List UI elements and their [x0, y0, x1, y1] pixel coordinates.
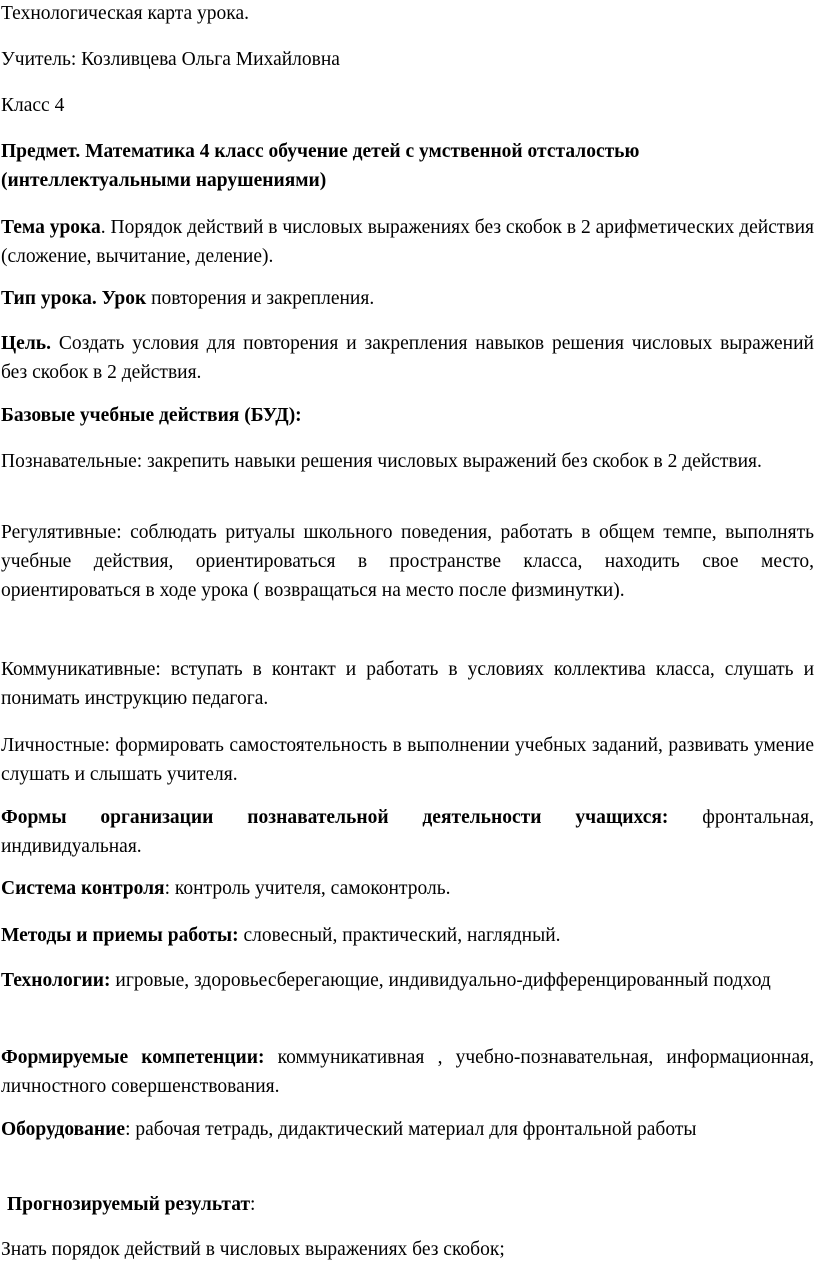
control-label: Система контроля — [1, 878, 165, 899]
communicative-paragraph: Коммуникативные: вступать в контакт и работать в условиях коллектива класса, слушать и понимать инструкцию педагога. — [1, 659, 814, 709]
cognitive-paragraph: Познавательные: закрепить навыки решения числовых выражений без скобок в 2 действия. — [1, 451, 762, 472]
competencies-text: коммуникативная , учебно-познавательная, информационная, личностного совершенствования. — [1, 1047, 814, 1097]
result-label: Прогнозируемый результат — [7, 1194, 251, 1215]
topic-paragraph — [1, 213, 814, 271]
methods-label: Методы и приемы работы: — [1, 925, 239, 946]
class-line: Класс 4 — [1, 95, 65, 116]
methods-text: словесный, практический, наглядный. — [238, 925, 561, 946]
result-text: : — [250, 1194, 256, 1215]
topic-text: . Порядок действий в числовых выражениях без скобок в 2 арифметических действия (сложение, вычитание, деление). — [1, 217, 814, 267]
control-paragraph — [1, 874, 814, 903]
technologies-paragraph — [1, 966, 814, 995]
forms-label: Формы организации познавательной деятельности учащихся: — [1, 807, 669, 828]
personal-paragraph: Личностные: формировать самостоятельность в выполнении учебных заданий, развивать умение слушать и слышать учителя. — [1, 735, 814, 785]
methods-paragraph — [1, 921, 814, 950]
competencies-paragraph — [1, 1043, 814, 1101]
regulatory-paragraph: Регулятивные: соблюдать ритуалы школьного поведения, работать в общем темпе, выполнять учебные действия, ориентироваться в пространстве класса, находить свое место, ориентироваться в ходе урока ( возвращаться на место после физминутки). — [1, 522, 814, 601]
goal-label: Цель. — [1, 333, 51, 354]
control-text: : контроль учителя, самоконтроль. — [164, 878, 451, 899]
know-paragraph: Знать порядок действий в числовых выражениях без скобок; — [1, 1239, 505, 1260]
equipment-paragraph — [1, 1115, 814, 1144]
forms-paragraph — [1, 803, 814, 861]
technologies-text: игровые, здоровьесберегающие, индивидуально-дифференцированный подход — [110, 970, 771, 991]
competencies-label: Формируемые компетенции: — [1, 1047, 265, 1068]
equipment-label: Оборудование — [1, 1119, 126, 1140]
equipment-text: : рабочая тетрадь, дидактический материал для фронтальной работы — [125, 1119, 697, 1140]
lesson-type-text: повторения и закрепления. — [146, 288, 375, 309]
result-paragraph — [7, 1190, 814, 1219]
subject-text: Предмет. Математика 4 класс обучение детей с умственной отсталостью (интеллектуальными нарушениями) — [1, 141, 640, 191]
goal-paragraph — [1, 329, 814, 387]
doc-title: Технологическая карта урока. — [1, 3, 250, 24]
bud-heading-paragraph — [1, 401, 814, 430]
bud-heading: Базовые учебные действия (БУД): — [1, 405, 302, 426]
technologies-label: Технологии: — [1, 970, 111, 991]
teacher-line: Учитель: Козливцева Ольга Михайловна — [1, 49, 340, 70]
topic-label: Тема урока — [1, 217, 101, 238]
lesson-type-label: Тип урока. Урок — [1, 288, 147, 309]
forms-text: фронтальная, индивидуальная. — [1, 807, 814, 857]
lesson-type-paragraph — [1, 284, 814, 313]
subject-paragraph — [1, 137, 814, 195]
goal-text: Создать условия для повторения и закрепления навыков решения числовых выражений без скобок в 2 действия. — [1, 333, 814, 383]
